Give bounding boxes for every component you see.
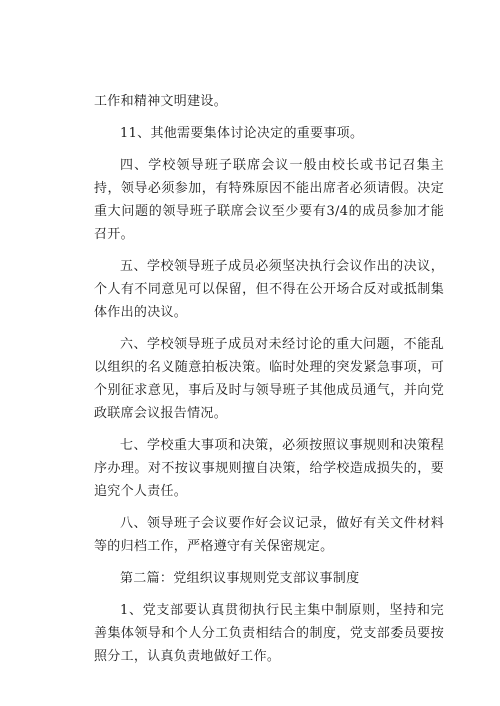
paragraph-section-8: 八、领导班子会议要作好会议记录，做好有关文件材料等的归档工作，严格遵守有关保密规定。	[94, 516, 444, 554]
chapter-heading: 第二篇：党组织议事规则党支部议事制度	[120, 571, 360, 586]
paragraph-section-6: 六、学校领导班子成员对未经讨论的重大问题，不能乱以组织的名义随意拍板决策。临时处理的突发紧急事项，可个别征求意见，事后及时与领导班子其他成员通气，并向党政联席会议报告情况。	[94, 337, 444, 421]
paragraph-continuation: 工作和精神文明建设。	[94, 94, 228, 109]
paragraph-section-5: 五、学校领导班子成员必须坚决执行会议作出的决议，个人有不同意见可以保留，但不得在公开场合反对或抵制集体作出的决议。	[94, 259, 444, 320]
paragraph-section-7: 七、学校重大事项和决策，必须按照议事规则和决策程序办理。对不按议事规则擅自决策，给学校造成损失的，要追究个人责任。	[94, 438, 444, 499]
paragraph-section-4: 四、学校领导班子联席会议一般由校长或书记召集主持，领导必须参加，有特殊原因不能出席者必须请假。决定重大问题的领导班子联席会议至少要有3/4的成员参加才能召开。	[94, 158, 444, 242]
paragraph-rule-1: 1、党支部要认真贯彻执行民主集中制原则，坚持和完善集体领导和个人分工负责相结合的制度，党支部委员要按照分工，认真负责地做好工作。	[94, 603, 444, 664]
document-body	[94, 90, 444, 668]
paragraph-item-11: 11、其他需要集体讨论决定的重要事项。	[120, 126, 364, 141]
